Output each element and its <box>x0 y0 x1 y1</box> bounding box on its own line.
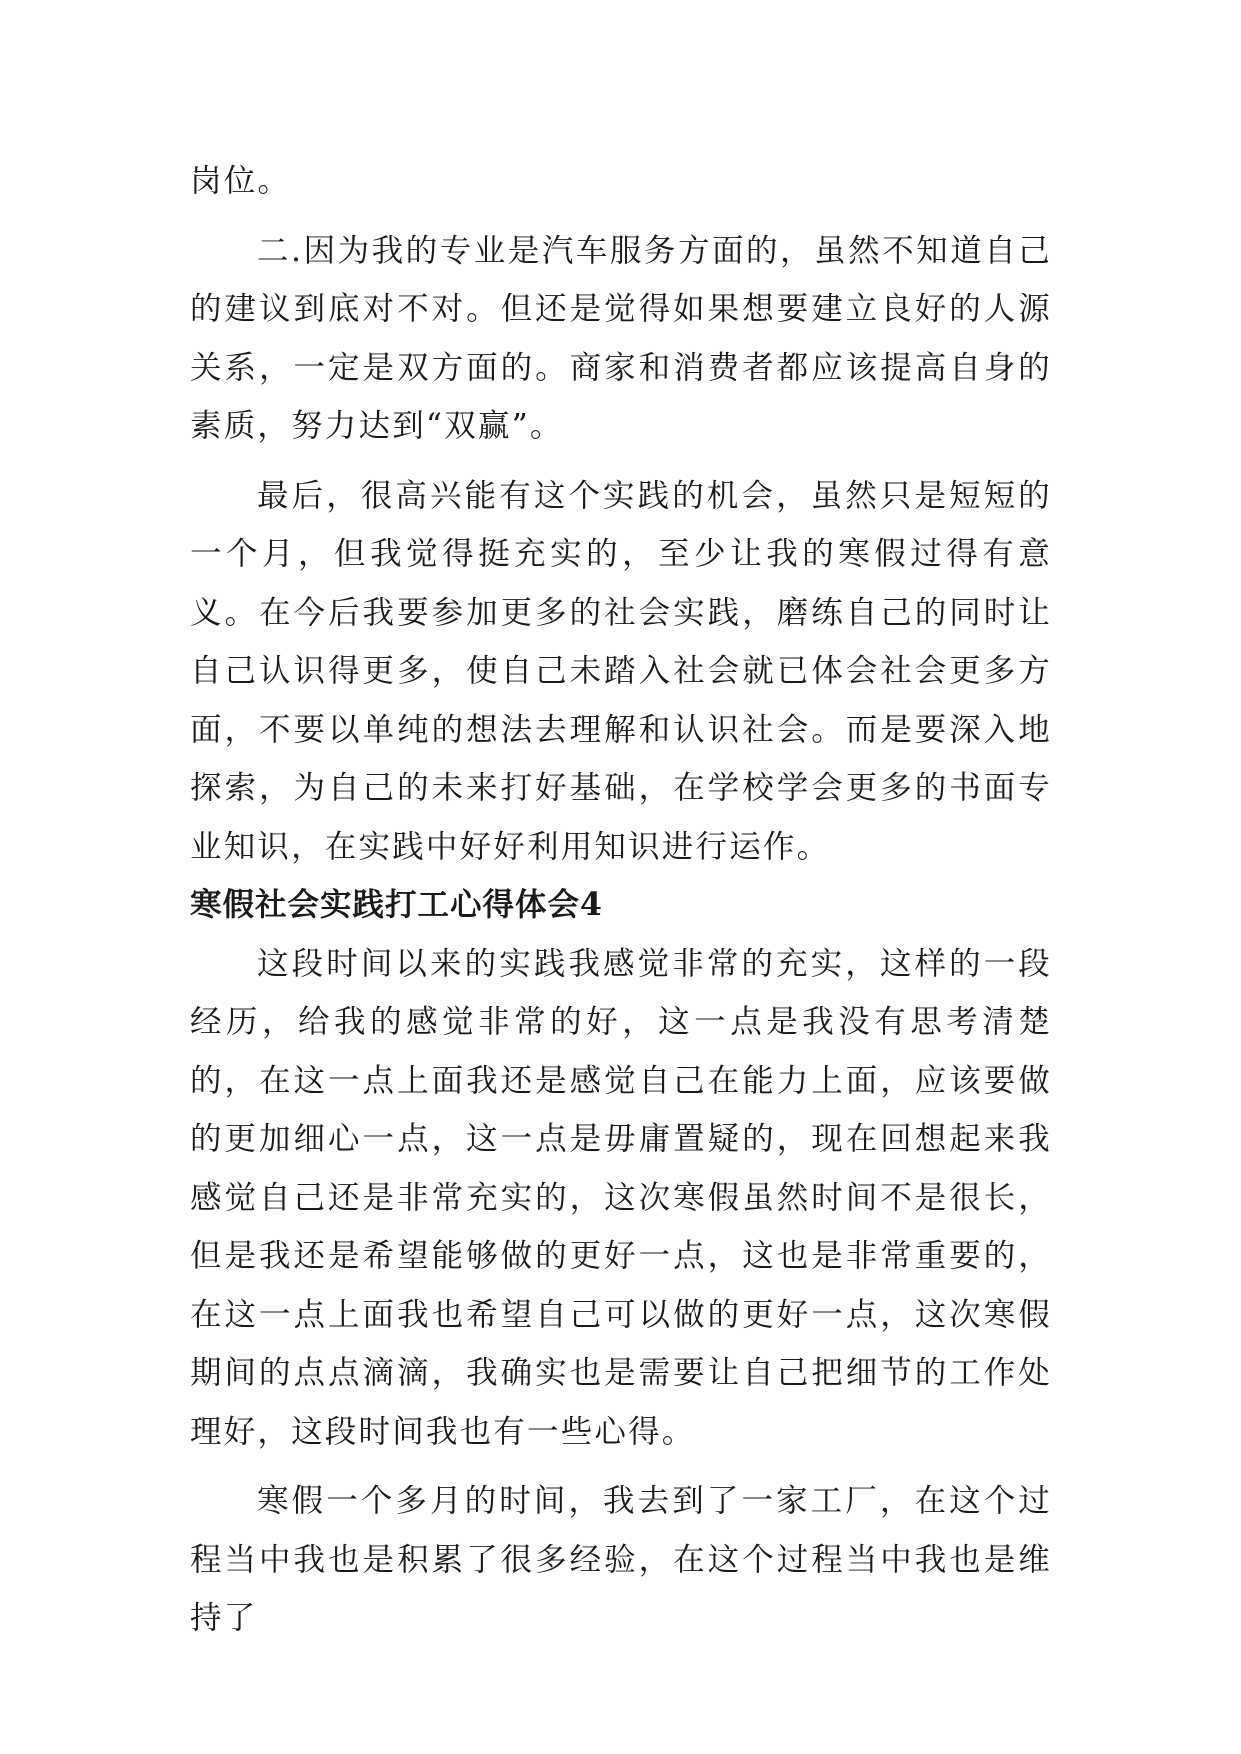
paragraph-continuation: 岗位。 <box>190 163 292 199</box>
section-heading: 寒假社会实践打工心得体会4 <box>190 886 603 923</box>
paragraph-factory-experience: 寒假一个多月的时间，我去到了一家工厂，在这个过程当中我也是积累了很多经验，在这个过程当中我也是维持了 <box>190 1483 1052 1636</box>
paragraph-conclusion: 最后，很高兴能有这个实践的机会，虽然只是短短的一个月，但我觉得挺充实的，至少让我的寒假过得有意义。在今后我要参加更多的社会实践，磨练自己的同时让自己认识得更多，使自己未踏入社会就已体会社会更多方面，不要以单纯的想法去理解和认识社会。而是要深入地探索，为自己的未来打好基础，在学校学会更多的书面专业知识，在实践中好好利用知识进行运作。 <box>190 477 1052 865</box>
document-page <box>190 152 1052 1648</box>
paragraph-section-intro: 这段时间以来的实践我感觉非常的充实，这样的一段经历，给我的感觉非常的好，这一点是我没有思考清楚的，在这一点上面我还是感觉自己在能力上面，应该要做的更加细心一点，这一点是毋庸置疑的，现在回想起来我感觉自己还是非常充实的，这次寒假虽然时间不是很长，但是我还是希望能够做的更好一点，这也是非常重要的，在这一点上面我也希望自己可以做的更好一点，这次寒假期间的点点滴滴，我确实也是需要让自己把细节的工作处理好，这段时间我也有一些心得。 <box>190 945 1052 1450</box>
paragraph-suggestion-two: 二.因为我的专业是汽车服务方面的，虽然不知道自己的建议到底对不对。但还是觉得如果想要建立良好的人源关系，一定是双方面的。商家和消费者都应该提高自身的素质，努力达到“双赢”。 <box>190 232 1052 444</box>
